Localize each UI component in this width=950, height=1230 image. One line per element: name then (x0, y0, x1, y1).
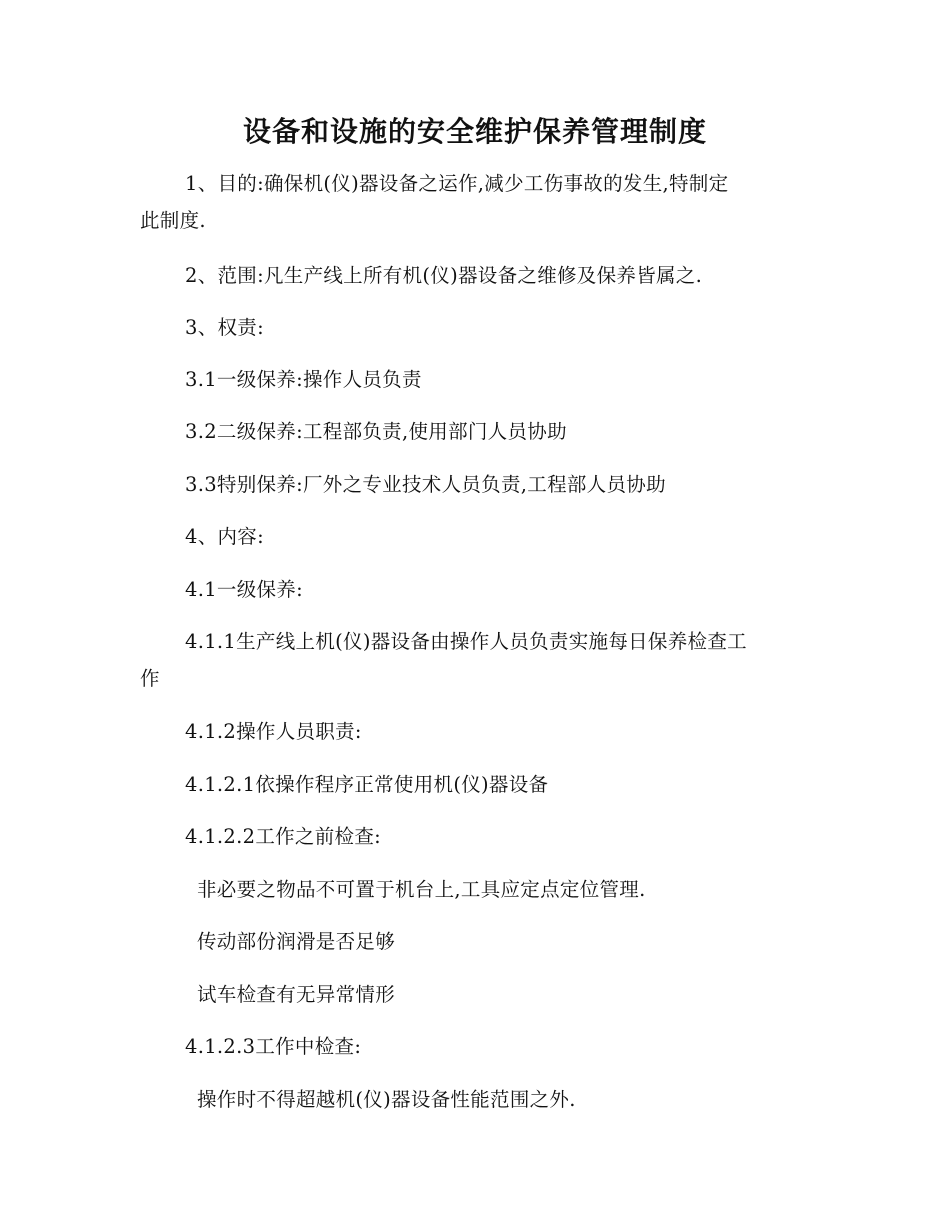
item-3-3: 3.3特别保养:厂外之专业技术人员负责,工程部人员协助 (185, 473, 666, 496)
paragraph-content: 4、内容: (185, 525, 264, 548)
paragraph-purpose: 1、目的:确保机(仪)器设备之运作,减少工伤事故的发生,特制定 (185, 172, 729, 195)
document-title: 设备和设施的安全维护保养管理制度 (242, 115, 707, 148)
item-3-1: 3.1一级保养:操作人员负责 (185, 368, 422, 391)
item-4-1-2: 4.1.2操作人员职责: (185, 720, 362, 743)
item-4-1-1: 4.1.1生产线上机(仪)器设备由操作人员负责实施每日保养检查工 (185, 630, 747, 653)
item-3-2: 3.2二级保养:工程部负责,使用部门人员协助 (185, 420, 567, 443)
item-4-1: 4.1一级保养: (185, 578, 303, 601)
check-item-3: 试车检查有无异常情形 (197, 983, 396, 1006)
check-item-4: 操作时不得超越机(仪)器设备性能范围之外. (197, 1088, 576, 1111)
check-item-2: 传动部份润滑是否足够 (197, 930, 396, 953)
paragraph-responsibility: 3、权责: (185, 316, 264, 339)
item-4-1-2-1: 4.1.2.1依操作程序正常使用机(仪)器设备 (185, 773, 549, 796)
item-4-1-2-2: 4.1.2.2工作之前检查: (185, 825, 381, 848)
check-item-1: 非必要之物品不可置于机台上,工具应定点定位管理. (197, 878, 646, 901)
paragraph-scope: 2、范围:凡生产线上所有机(仪)器设备之维修及保养皆属之. (185, 264, 703, 287)
item-4-1-2-3: 4.1.2.3工作中检查: (185, 1035, 362, 1058)
paragraph-purpose-continued: 此制度. (140, 209, 206, 232)
item-4-1-1-continued: 作 (140, 667, 160, 690)
